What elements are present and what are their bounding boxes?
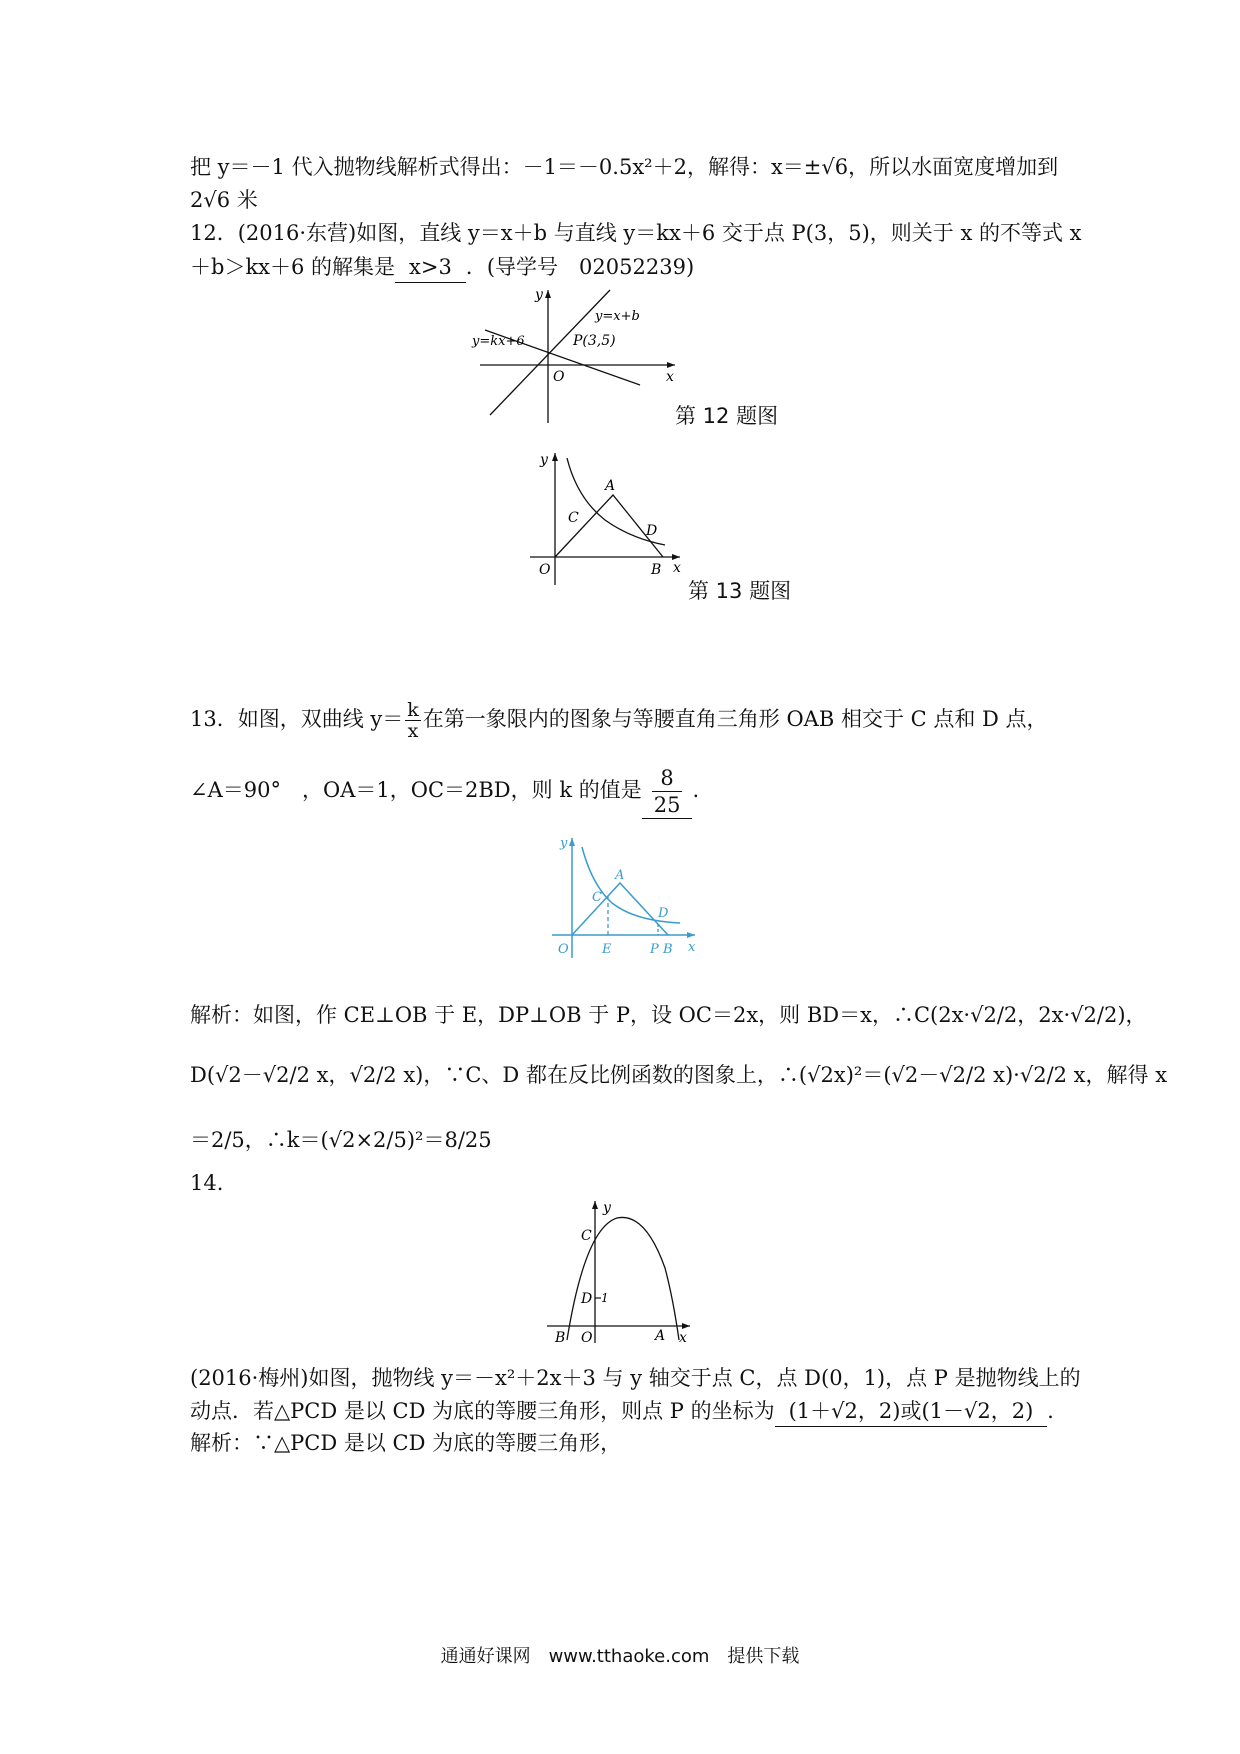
- q13-k-over-x: [405, 700, 421, 741]
- q13-solution-figure: [550, 835, 700, 960]
- q13-answer-frac: [652, 765, 683, 818]
- q14-line2-pre: 动点．若△PCD 是以 CD 为底的等腰三角形，则点 P 的坐标为: [190, 1399, 775, 1423]
- q13-frac-x: x: [407, 720, 419, 742]
- q12-answer: x>3: [395, 252, 466, 283]
- q13-sol-x-label: x: [688, 940, 696, 955]
- p11-line2: 2√6 米: [190, 188, 258, 212]
- q13-sol-y-label: y: [560, 836, 568, 851]
- q13-y-label: y: [540, 452, 548, 468]
- q14-origin-label: O: [581, 1330, 593, 1343]
- q14-b-label: B: [555, 1330, 566, 1343]
- q14-solution: 解析：∵△PCD 是以 CD 为底的等腰三角形，: [190, 1431, 622, 1455]
- q13-solution-line3: ＝2/5，∴k＝(√2×2/5)²＝8/25: [190, 1128, 492, 1152]
- p11-line1: 把 y＝－1 代入抛物线解析式得出：－1＝－0.5x²＋2，解得：x＝±√6，所以水面宽度增加到: [190, 155, 1059, 179]
- q13-c-label: C: [568, 510, 579, 526]
- q14-c-label: C: [581, 1228, 592, 1244]
- q13-origin-label: O: [539, 562, 551, 578]
- q14-x-label: x: [679, 1330, 687, 1343]
- q12-origin-label: O: [553, 369, 565, 385]
- q12-line2-label: y=kx+6: [472, 334, 525, 349]
- q14-y-label: y: [603, 1200, 611, 1216]
- q13-stem-post: 在第一象限内的图象与等腰直角三角形 OAB 相交于 C 点和 D 点，: [422, 707, 1048, 731]
- q13-d-label: D: [646, 523, 658, 539]
- q14-line1: (2016·梅州)如图，抛物线 y＝－x²＋2x＋3 与 y 轴交于点 C，点 D(0，1)，点 P 是抛物线上的: [190, 1366, 1081, 1390]
- q14-line2-post: ．: [1047, 1399, 1069, 1423]
- q13-a-label: A: [605, 478, 616, 494]
- q13-line2: [190, 765, 699, 819]
- q14-line2: [190, 1396, 1068, 1427]
- q14-d-label: D: [581, 1291, 593, 1307]
- q13-sol-origin-label: O: [558, 942, 569, 957]
- footer: 通通好课网 www.tthaoke.com 提供下载: [440, 1646, 800, 1667]
- q12-figure: [460, 285, 680, 425]
- q13-stem: [190, 700, 1048, 741]
- q12-y-label: y: [535, 287, 543, 303]
- q14-figure: [545, 1198, 695, 1343]
- q12-line2-pre: ＋b＞kx＋6 的解集是: [190, 255, 396, 279]
- q13-sol-c-label: C: [592, 890, 602, 905]
- q13-stem-pre: 13．如图，双曲线 y＝: [190, 707, 404, 731]
- q13-answer: [642, 765, 693, 819]
- q12-fig-caption: 第 12 题图: [675, 404, 779, 428]
- q13-answer-num: 8: [652, 765, 683, 792]
- q12-p-label: P(3,5): [573, 333, 616, 349]
- q13-solution-line1: 解析：如图，作 CE⊥OB 于 E，DP⊥OB 于 P，设 OC＝2x，则 BD＝x，∴C(2x·√2/2，2x·√2/2)，: [190, 1003, 1147, 1027]
- q13-figure: [525, 450, 685, 585]
- q13-solution-line2: D(√2－√2/2 x，√2/2 x)，∵C、D 都在反比例函数的图象上，∴(√2x)²＝(√2－√2/2 x)·√2/2 x，解得 x: [190, 1063, 1168, 1087]
- q12-x-label: x: [666, 369, 674, 385]
- q13-sol-p-label: P: [650, 942, 659, 957]
- q12-line2: [190, 252, 694, 283]
- q12-line2-post: ．(导学号 02052239): [465, 255, 695, 279]
- q13-b-label: B: [651, 562, 662, 578]
- q13-sol-a-label: A: [615, 868, 625, 883]
- q13-fig-caption: 第 13 题图: [688, 579, 792, 603]
- q12-line1-label: y=x+b: [595, 309, 640, 324]
- q14-one-label: 1: [601, 1291, 609, 1305]
- q13-line2-pre: ∠A＝90° ，OA＝1，OC＝2BD，则 k 的值是: [190, 778, 642, 802]
- q13-x-label: x: [673, 560, 681, 576]
- q13-sol-b-label: B: [663, 942, 673, 957]
- q13-sol-e-label: E: [602, 942, 612, 957]
- q14-number: 14.: [190, 1171, 224, 1195]
- q12-line1: 12．(2016·东营)如图，直线 y＝x＋b 与直线 y＝kx＋6 交于点 P(3，5)，则关于 x 的不等式 x: [190, 221, 1082, 245]
- q14-answer: (1＋√2，2)或(1－√2，2): [775, 1396, 1048, 1427]
- q14-a-label: A: [655, 1328, 666, 1343]
- q13-answer-den: 25: [653, 793, 681, 817]
- q13-frac-k: k: [407, 699, 419, 721]
- q13-line2-post: .: [692, 778, 700, 802]
- q13-sol-d-label: D: [658, 906, 669, 921]
